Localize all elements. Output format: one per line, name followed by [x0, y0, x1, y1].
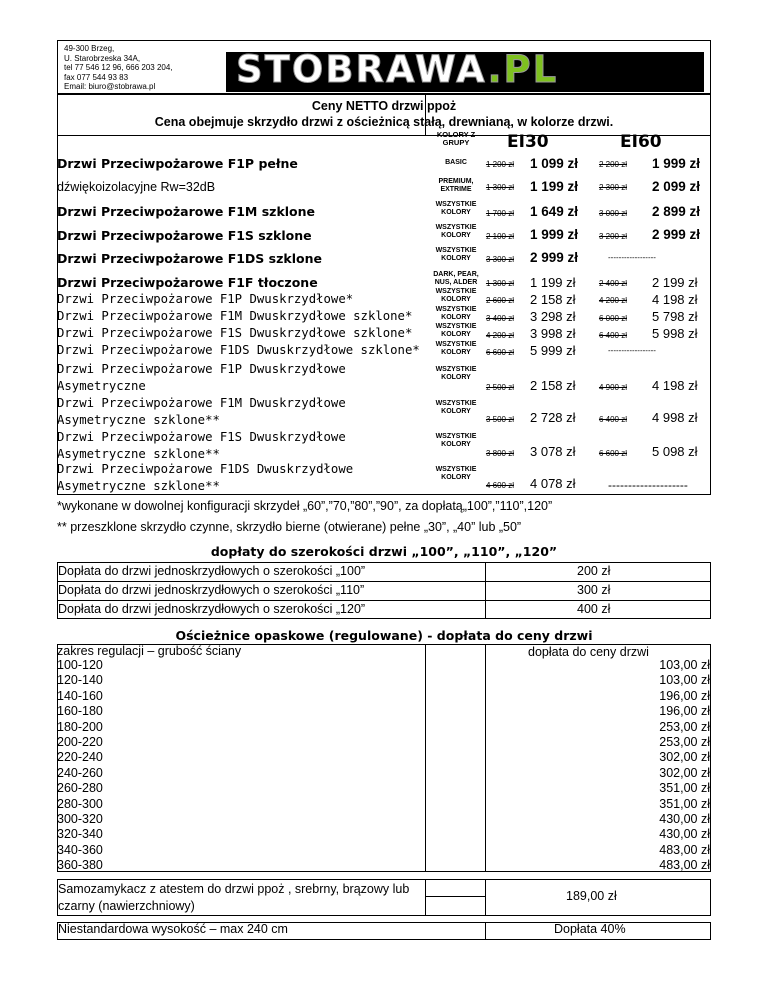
ei60-new-price: 5 098 zł: [652, 444, 698, 459]
frames-title: Ościeżnice opaskowe (regulowane) - dopłata do ceny drzwi: [175, 628, 593, 643]
ei60-old-price: 2 200 zł: [598, 160, 627, 169]
ei30-old-price: 3 800 zł: [485, 449, 514, 458]
ei30-new-price: 1 199 zł: [530, 275, 576, 290]
ei60-new-price: 2 199 zł: [652, 275, 698, 290]
ei60-old-price: 4 200 zł: [598, 296, 627, 305]
frame-range: 300-320: [57, 812, 103, 826]
ei60-new-price: 4 198 zł: [652, 378, 698, 393]
frame-range: 260-280: [57, 781, 103, 796]
ei30-old-price: 3 400 zł: [485, 314, 514, 323]
frame-range: 360-380: [57, 858, 103, 873]
ei60-new-price: 4 198 zł: [652, 292, 698, 307]
frame-price: 483,00 zł: [659, 858, 710, 873]
groups-column-header: KOLORY Z GRUPY: [436, 130, 476, 147]
ei60-old-price: 2 300 zł: [598, 183, 627, 192]
ei60-old-price: 3 200 zł: [598, 232, 627, 241]
frame-range: 200-220: [57, 735, 103, 749]
note-configuration: *wykonane w dowolnej konfiguracji skrzydeł „60”,”70,”80”,”90”, za dopłatą„100”,”110”,120”: [57, 499, 553, 513]
ei60-new-price: 5 798 zł: [652, 309, 698, 324]
frame-range: 280-300: [57, 796, 103, 811]
ei60-new-price: 2 099 zł: [652, 179, 701, 194]
ei30-new-price: 3 298 zł: [530, 309, 576, 324]
ei30-old-price: 6 600 zł: [485, 348, 514, 357]
logo-main-text: STOBRAWA: [236, 48, 488, 91]
row-group: WSZYSTKIE KOLORY: [435, 224, 477, 239]
ei30-old-price: 1 300 zł: [485, 279, 514, 288]
ei30-old-price: 2 500 zł: [485, 383, 514, 392]
ei30-new-price: 1 099 zł: [530, 156, 579, 171]
ei30-new-price: 2 728 zł: [530, 410, 576, 425]
surcharge-value: 300 zł: [577, 583, 611, 597]
frame-range: 140-160: [57, 688, 103, 703]
product-name-line: Asymetryczne szklone**: [57, 413, 220, 427]
closer-label: [58, 881, 409, 915]
ei60-header: EI60: [620, 132, 662, 152]
ei30-new-price: 1 199 zł: [530, 179, 579, 194]
ei60-old-price: 2 400 zł: [598, 279, 627, 288]
frame-price: 103,00 zł: [659, 673, 710, 688]
frames-col1-header: zakres regulacji – grubość ściany: [57, 644, 242, 658]
product-double-f1s: Drzwi Przeciwpożarowe F1S Dwuskrzydłowe szklone*: [57, 326, 413, 340]
address-line: tel 77 546 12 96, 666 203 204,: [64, 63, 173, 72]
frame-price: 483,00 zł: [659, 842, 710, 857]
product-asym-f1ds: [57, 461, 353, 495]
ei30-new-price: 2 158 zł: [530, 378, 576, 393]
row-group: WSZYSTKIE KOLORY: [435, 323, 477, 338]
frame-range: 180-200: [57, 719, 103, 734]
closer-label-line: czarny (nawierzchniowy): [58, 899, 195, 913]
row-group: PREMIUM, EXTRIME: [438, 178, 474, 193]
frame-price: 196,00 zł: [659, 688, 710, 703]
product-f1ds-name: Drzwi Przeciwpożarowe F1DS szklone: [57, 251, 322, 266]
ei60-new-price: 5 998 zł: [652, 326, 698, 341]
address-line: U. Starobrzeska 34A,: [64, 53, 141, 63]
frame-price: 253,00 zł: [659, 719, 710, 734]
product-f1f-name: Drzwi Przeciwpożarowe F1F tłoczone: [57, 275, 318, 290]
frame-price: 302,00 zł: [659, 765, 710, 780]
frame-range: 100-120: [57, 658, 103, 672]
page-subtitle: Cena obejmuje skrzydło drzwi z ościeżnicą stałą, drewnianą, w kolorze drzwi.: [154, 115, 614, 129]
ei30-new-price: 1 999 zł: [530, 227, 579, 242]
row-group: WSZYSTKIE KOLORY: [435, 433, 477, 448]
ei30-old-price: 2 100 zł: [485, 232, 514, 241]
frame-range: 240-260: [57, 765, 103, 780]
page-title: Ceny NETTO drzwi ppoż: [311, 99, 457, 113]
row-group: WSZYSTKIE KOLORY: [435, 306, 477, 321]
ei60-old-price: 6 400 zł: [598, 331, 627, 340]
frame-range: 340-360: [57, 842, 103, 857]
product-double-f1ds: Drzwi Przeciwpożarowe F1DS Dwuskrzydłowe szklone*: [57, 343, 420, 357]
row-group: WSZYSTKIE KOLORY: [435, 288, 477, 303]
frame-price: 430,00 zł: [659, 812, 710, 826]
product-name-line: Drzwi Przeciwpożarowe F1M Dwuskrzydłowe: [57, 396, 346, 410]
ei30-old-price: 1 300 zł: [485, 183, 514, 192]
product-name-line: Drzwi Przeciwpożarowe F1DS Dwuskrzydłowe: [57, 462, 354, 476]
frame-price: 351,00 zł: [659, 781, 710, 796]
ei30-old-price: 2 600 zł: [485, 296, 514, 305]
row-group: WSZYSTKIE KOLORY: [435, 400, 477, 415]
ei30-header: EI30: [507, 132, 549, 152]
height-value: Dopłata 40%: [554, 922, 626, 936]
ei30-new-price: 5 999 zł: [530, 343, 576, 358]
product-asym-f1m: [57, 395, 346, 429]
product-name-line: Asymetryczne szklone**: [57, 479, 220, 493]
logo-suffix-text: .PL: [487, 48, 559, 91]
ei60-new-price: 2 899 zł: [652, 204, 701, 219]
frame-price: 196,00 zł: [659, 704, 710, 719]
company-address: [64, 44, 173, 92]
ei30-new-price: 4 078 zł: [530, 476, 576, 491]
ei60-old-price: 6 000 zł: [598, 314, 627, 323]
row-group: WSZYSTKIE KOLORY: [435, 466, 477, 481]
product-double-f1m: Drzwi Przeciwpożarowe F1M Dwuskrzydłowe szklone*: [57, 309, 413, 323]
ei60-old-price: 3 000 zł: [598, 209, 627, 218]
surcharge-value: 200 zł: [577, 564, 611, 578]
product-f1s-name: Drzwi Przeciwpożarowe F1S szklone: [57, 228, 312, 243]
width-surcharge-title: dopłaty do szerokości drzwi „100”, „110”, „120”: [210, 544, 558, 559]
product-f1p-sub: dźwiękoizolacyjne Rw=32dB: [57, 180, 216, 194]
frame-price: 103,00 zł: [659, 658, 710, 672]
ei30-new-price: 3 998 zł: [530, 326, 576, 341]
ei30-new-price: 1 649 zł: [530, 204, 579, 219]
ei60-not-available: ------------------: [608, 346, 656, 355]
ei60-old-price: 6 600 zł: [598, 449, 627, 458]
address-line: Email: biuro@stobrawa.pl: [64, 82, 156, 91]
ei60-new-price: 2 999 zł: [652, 227, 701, 242]
ei30-new-price: 2 999 zł: [530, 250, 579, 265]
frames-table: [57, 644, 711, 872]
closer-label-line: Samozamykacz z atestem do drzwi ppoż , srebrny, brązowy lub: [58, 882, 410, 896]
surcharge-value: 400 zł: [577, 602, 611, 616]
frame-range: 120-140: [57, 673, 103, 688]
ei30-old-price: 3 300 zł: [485, 255, 514, 264]
product-name-line: Drzwi Przeciwpożarowe F1P Dwuskrzydłowe: [57, 362, 346, 376]
address-line: fax 077 544 93 83: [64, 72, 129, 82]
closer-value: 189,00 zł: [566, 889, 617, 903]
ei30-old-price: 1 200 zł: [485, 160, 514, 169]
ei30-old-price: 4 200 zł: [485, 331, 514, 340]
row-group: DARK, PEAR, NUS, ALDER: [433, 271, 479, 286]
frame-range: 160-180: [57, 704, 103, 719]
frame-price: 430,00 zł: [659, 827, 710, 842]
product-name-line: Asymetryczne szklone**: [57, 447, 220, 461]
ei60-not-available: --------------------: [608, 478, 688, 492]
ei30-old-price: 4 600 zł: [485, 481, 514, 490]
ei30-new-price: 2 158 zł: [530, 292, 576, 307]
frames-col2-header: dopłata do ceny drzwi: [528, 645, 649, 659]
product-name-line: Asymetryczne: [57, 379, 146, 393]
product-asym-f1s: [57, 429, 346, 463]
product-asym-f1p: [57, 361, 346, 395]
frame-range: 220-240: [57, 750, 103, 765]
row-group: BASIC: [445, 159, 467, 166]
surcharge-label: Dopłata do drzwi jednoskrzydłowych o szerokości „120”: [58, 602, 366, 616]
frame-price: 253,00 zł: [659, 735, 710, 749]
stobrawa-logo: [226, 48, 704, 92]
frame-price: 351,00 zł: [659, 796, 710, 811]
row-group: WSZYSTKIE KOLORY: [435, 247, 477, 262]
ei60-not-available: ------------------: [608, 253, 656, 262]
ei30-old-price: 3 500 zł: [485, 415, 514, 424]
height-label: Niestandardowa wysokość – max 240 cm: [58, 922, 288, 936]
row-group: WSZYSTKIE KOLORY: [435, 366, 477, 381]
address-line: 49-300 Brzeg,: [64, 44, 115, 53]
note-glazing: ** przeszklone skrzydło czynne, skrzydło bierne (otwierane) pełne „30”, „40” lub „50”: [57, 520, 522, 534]
product-f1p-name: Drzwi Przeciwpożarowe F1P pełne: [57, 156, 298, 171]
row-group: WSZYSTKIE KOLORY: [435, 201, 477, 216]
row-group: WSZYSTKIE KOLORY: [435, 341, 477, 356]
ei60-new-price: 1 999 zł: [652, 156, 701, 171]
product-f1m-name: Drzwi Przeciwpożarowe F1M szklone: [57, 204, 316, 219]
frame-price: 302,00 zł: [659, 750, 710, 765]
surcharge-label: Dopłata do drzwi jednoskrzydłowych o szerokości „100”: [58, 564, 366, 578]
product-name-line: Drzwi Przeciwpożarowe F1S Dwuskrzydłowe: [57, 430, 346, 444]
ei60-new-price: 4 998 zł: [652, 410, 698, 425]
surcharge-label: Dopłata do drzwi jednoskrzydłowych o szerokości „110”: [58, 583, 365, 597]
ei30-new-price: 3 078 zł: [530, 444, 576, 459]
product-double-f1p: Drzwi Przeciwpożarowe F1P Dwuskrzydłowe*: [57, 292, 354, 306]
ei30-old-price: 1 700 zł: [485, 209, 514, 218]
frame-range: 320-340: [57, 827, 103, 842]
ei60-old-price: 6 400 zł: [598, 415, 627, 424]
ei60-old-price: 4 900 zł: [598, 383, 627, 392]
